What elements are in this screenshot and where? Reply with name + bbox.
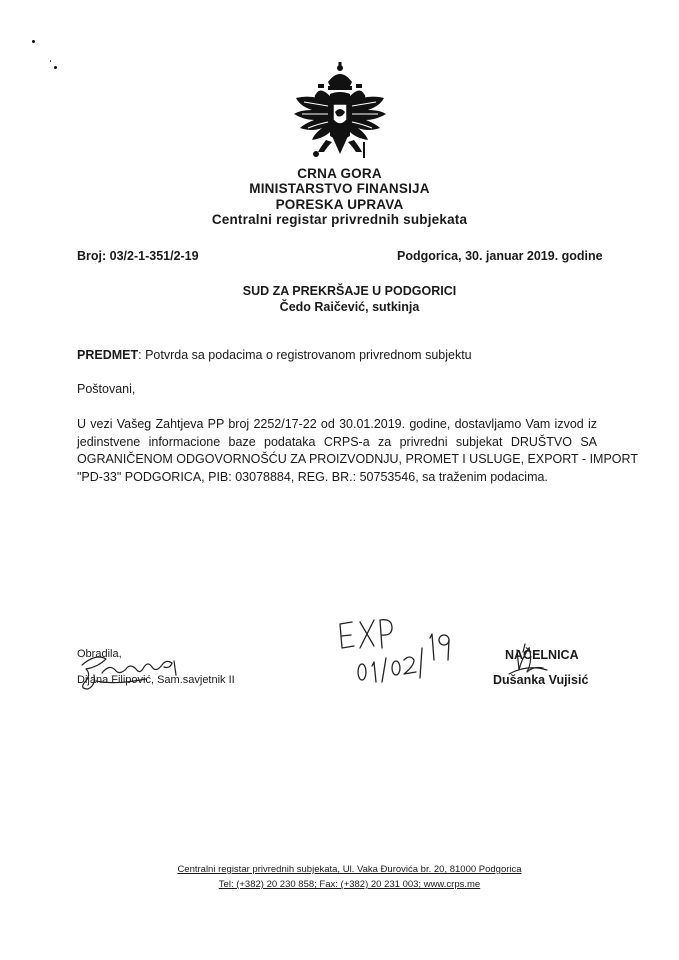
scan-speck — [50, 60, 51, 62]
head-title: NAČELNICA — [505, 648, 579, 662]
prepared-by-name: Dijana Filipović, Sam.savjetnik II — [77, 674, 235, 686]
body-line: U vezi Vašeg Zahtjeva PP broj 2252/17-22 od 30.01.2019. godine, dostavljamo Vam izvod iz — [77, 417, 597, 431]
recipient-judge: Čedo Raičević, sutkinja — [279, 300, 420, 314]
body-line: "PD-33" PODGORICA, PIB: 03078884, REG. BR.: 50753546, sa traženim podacima. — [77, 469, 548, 484]
footer-contact: Tel: (+382) 20 230 858; Fax: (+382) 20 231 003; www.crps.me — [218, 879, 481, 890]
document-date: Podgorica, 30. januar 2019. godine — [397, 249, 603, 263]
subject-line — [77, 348, 472, 362]
head-signature — [503, 640, 563, 688]
head-name: Dušanka Vujisić — [493, 673, 589, 687]
body-line: jedinstvene informacione baze podataka CRPS-a za privredni subjekat DRUŠTVO SA — [77, 434, 597, 449]
body-paragraph — [77, 416, 638, 486]
subject-text: : Potvrda sa podacima o registrovanom privrednom subjektu — [138, 348, 472, 362]
preparer-signature — [76, 645, 186, 700]
reference-number: Broj: 03/2-1-351/2-19 — [77, 249, 199, 263]
letterhead-administration: PORESKA UPRAVA — [275, 197, 404, 212]
scan-speck — [54, 66, 57, 69]
handwritten-exp-note — [330, 608, 460, 688]
letterhead-country: CRNA GORA — [297, 166, 382, 181]
body-line: OGRANIČENOM ODGOVORNOŠĆU ZA PROIZVODNJU, PROMET I USLUGE, EXPORT - IMPORT — [77, 452, 638, 466]
subject-label: PREDMET — [77, 348, 139, 362]
letterhead-registry: Centralni registar privrednih subjekata — [211, 212, 468, 227]
coat-of-arms-emblem — [290, 62, 390, 164]
recipient-court: SUD ZA PREKRŠAJE U PODGORICI — [242, 284, 457, 298]
greeting: Poštovani, — [77, 382, 136, 396]
footer-address: Centralni registar privrednih subjekata, Ul. Vaka Đurovića br. 20, 81000 Podgorica — [177, 864, 522, 875]
scan-speck — [32, 40, 35, 43]
prepared-by-label: Obradila, — [77, 648, 122, 660]
letterhead-ministry: MINISTARSTVO FINANSIJA — [249, 181, 430, 196]
